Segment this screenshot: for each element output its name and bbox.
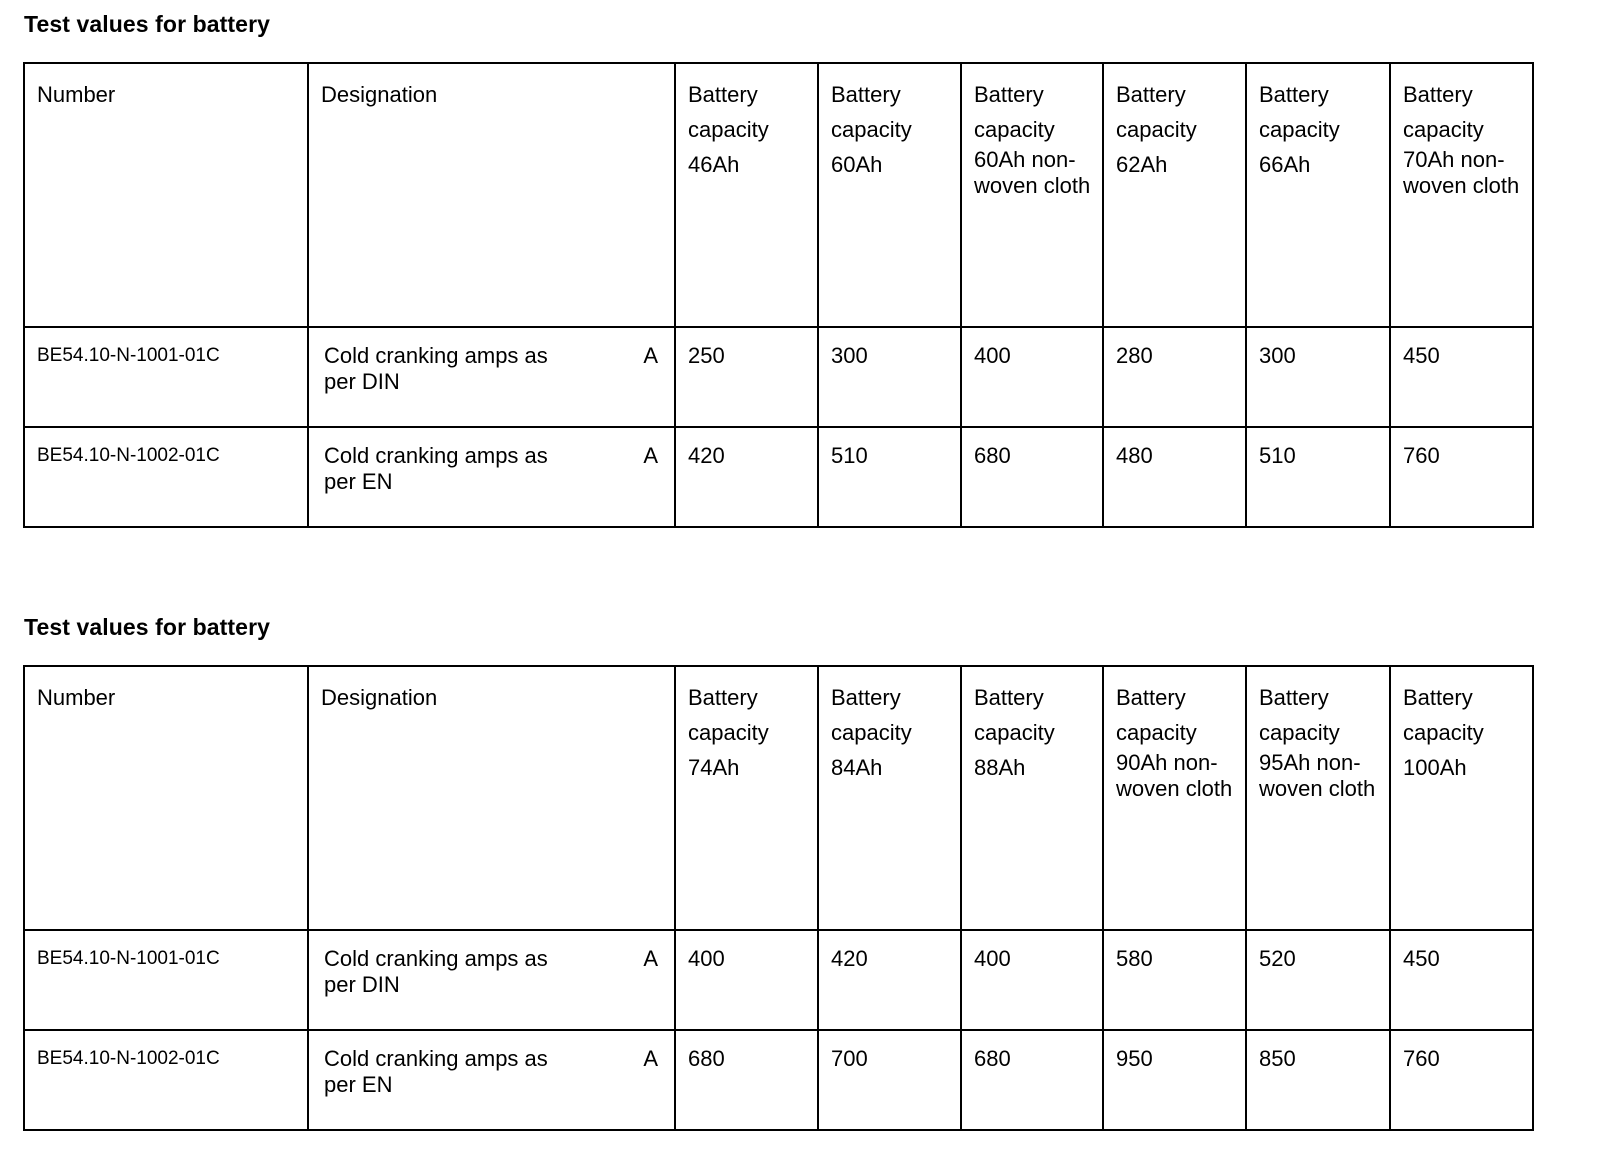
table-row (24, 1030, 1533, 1130)
value-cell: 580 (1103, 930, 1246, 1030)
value-cell: 700 (818, 1030, 961, 1130)
header-designation: Designation (308, 63, 675, 327)
row-designation: Cold cranking amps as per DIN A (308, 930, 675, 1030)
table-row (24, 427, 1533, 527)
value-cell: 420 (818, 930, 961, 1030)
header-capacity: Battery capacity 95Ah non-woven cloth (1246, 666, 1390, 930)
row-number: BE54.10-N-1001-01C (24, 327, 308, 427)
battery-test-table (23, 665, 1534, 1131)
header-capacity: Battery capacity 62Ah (1103, 63, 1246, 327)
header-capacity: Battery capacity 88Ah (961, 666, 1103, 930)
header-capacity: Battery capacity 46Ah (675, 63, 818, 327)
row-designation: Cold cranking amps as per DIN A (308, 327, 675, 427)
unit-label: A (643, 343, 658, 368)
value-cell: 300 (818, 327, 961, 427)
value-cell: 480 (1103, 427, 1246, 527)
value-cell: 850 (1246, 1030, 1390, 1130)
value-cell: 680 (961, 427, 1103, 527)
header-capacity: Battery capacity 70Ah non-woven cloth (1390, 63, 1533, 327)
row-number: BE54.10-N-1002-01C (24, 1030, 308, 1130)
header-designation: Designation (308, 666, 675, 930)
row-number: BE54.10-N-1002-01C (24, 427, 308, 527)
table-row (24, 930, 1533, 1030)
header-capacity: Battery capacity 100Ah (1390, 666, 1533, 930)
value-cell: 250 (675, 327, 818, 427)
header-capacity: Battery capacity 84Ah (818, 666, 961, 930)
value-cell: 400 (961, 327, 1103, 427)
header-number: Number (24, 666, 308, 930)
table-row (24, 327, 1533, 427)
unit-label: A (643, 1046, 658, 1071)
value-cell: 450 (1390, 327, 1533, 427)
value-cell: 420 (675, 427, 818, 527)
row-designation: Cold cranking amps as per EN A (308, 1030, 675, 1130)
value-cell: 510 (1246, 427, 1390, 527)
value-cell: 760 (1390, 427, 1533, 527)
row-designation: Cold cranking amps as per EN A (308, 427, 675, 527)
header-capacity: Battery capacity 74Ah (675, 666, 818, 930)
value-cell: 510 (818, 427, 961, 527)
value-cell: 680 (961, 1030, 1103, 1130)
value-cell: 450 (1390, 930, 1533, 1030)
value-cell: 520 (1246, 930, 1390, 1030)
value-cell: 400 (961, 930, 1103, 1030)
table-header-row (24, 666, 1533, 930)
header-capacity: Battery capacity 90Ah non-woven cloth (1103, 666, 1246, 930)
header-number: Number (24, 63, 308, 327)
battery-test-table (23, 62, 1534, 528)
value-cell: 280 (1103, 327, 1246, 427)
section-title: Test values for battery (24, 11, 271, 37)
section-title: Test values for battery (24, 614, 271, 640)
value-cell: 950 (1103, 1030, 1246, 1130)
value-cell: 300 (1246, 327, 1390, 427)
row-number: BE54.10-N-1001-01C (24, 930, 308, 1030)
header-capacity: Battery capacity 66Ah (1246, 63, 1390, 327)
value-cell: 760 (1390, 1030, 1533, 1130)
value-cell: 680 (675, 1030, 818, 1130)
header-capacity: Battery capacity 60Ah non-woven cloth (961, 63, 1103, 327)
table-header-row (24, 63, 1533, 327)
header-capacity: Battery capacity 60Ah (818, 63, 961, 327)
value-cell: 400 (675, 930, 818, 1030)
unit-label: A (643, 443, 658, 468)
unit-label: A (643, 946, 658, 971)
